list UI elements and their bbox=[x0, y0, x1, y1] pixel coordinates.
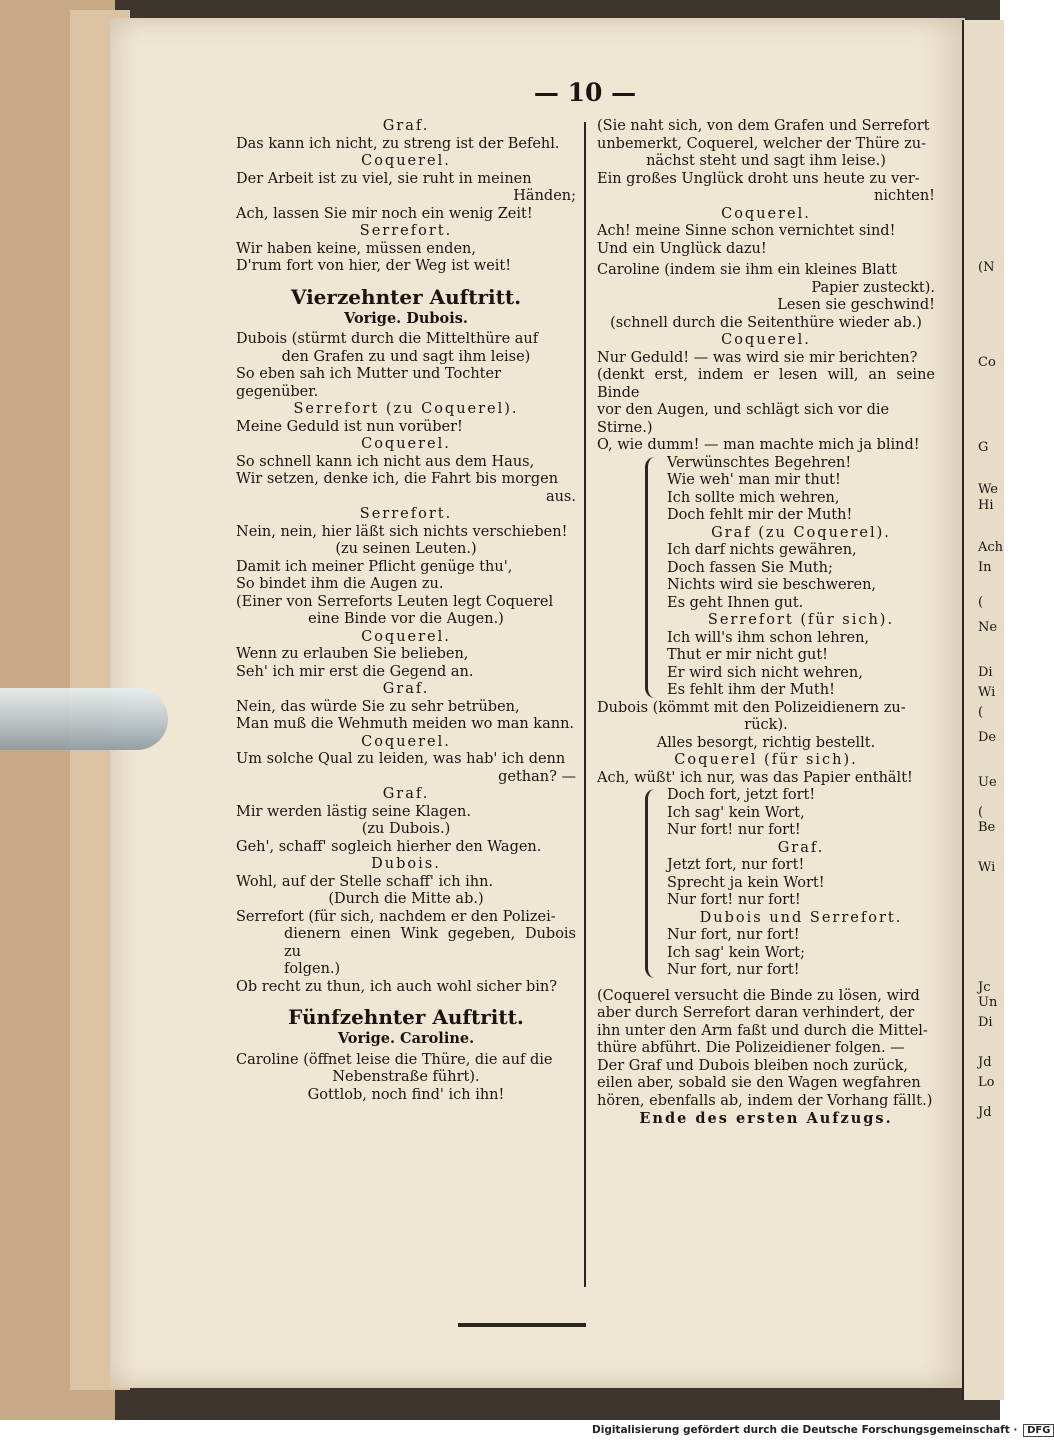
text-line: vor den Augen, und schlägt sich vor die bbox=[597, 402, 890, 418]
text-line: Coquerel. bbox=[721, 205, 811, 222]
text-line: Coquerel. bbox=[361, 153, 451, 169]
next-page-fragment: Un bbox=[978, 995, 998, 1010]
right-column-middle bbox=[597, 700, 935, 788]
text-line: O, wie dumm! — man machte mich ja blind! bbox=[597, 437, 920, 453]
text-line: Thut er mir nicht gut! bbox=[667, 647, 828, 663]
ensemble-lines-1 bbox=[667, 455, 935, 700]
text-line: nächst steht und sagt ihm leise.) bbox=[646, 153, 886, 169]
text-line: Und ein Unglück dazu! bbox=[597, 240, 767, 257]
next-page-fragment: Di bbox=[978, 665, 993, 680]
text-line: Ach! meine Sinne schon vernichtet sind! bbox=[597, 223, 896, 239]
text-line: Sprecht ja kein Wort! bbox=[667, 874, 825, 891]
next-page-fragment: ( bbox=[978, 805, 984, 820]
right-column-top bbox=[597, 118, 935, 455]
text-line: Damit ich meiner Pflicht genüge thu', bbox=[236, 558, 513, 575]
dfg-logo: DFG bbox=[1023, 1424, 1054, 1437]
next-page-fragment: Ach bbox=[978, 540, 1004, 555]
text-line: nichten! bbox=[873, 188, 935, 204]
next-page-fragment: Co bbox=[978, 355, 996, 370]
text-line: Der Arbeit ist zu viel, sie ruht in meinen bbox=[236, 170, 532, 187]
text-line: Ach, lassen Sie mir noch ein wenig Zeit! bbox=[236, 205, 533, 222]
page-number: — 10 — bbox=[533, 78, 637, 107]
text-line: Ach, wüßt' ich nur, was das Papier enthält! bbox=[597, 769, 913, 786]
text-line: Nur fort, nur fort! bbox=[667, 962, 800, 978]
next-page-fragment: Jd bbox=[978, 1055, 992, 1070]
text-line: Nebenstraße führt). bbox=[332, 1069, 480, 1085]
text-line: Der Graf und Dubois bleiben noch zurück, bbox=[597, 1057, 908, 1074]
ensemble-block-1 bbox=[597, 455, 935, 700]
text-line: Ob recht zu thun, ich auch wohl sicher bin? bbox=[236, 978, 558, 995]
text-line: Wir setzen, denke ich, die Fahrt bis morgen bbox=[236, 471, 559, 487]
end-rule bbox=[458, 1323, 586, 1327]
text-line: Ende des ersten Aufzugs. bbox=[639, 1110, 893, 1127]
text-line: Coquerel. bbox=[361, 733, 451, 750]
text-line: Lesen sie geschwind! bbox=[777, 297, 935, 313]
text-line: Nur fort! nur fort! bbox=[667, 822, 801, 838]
text-line: hören, ebenfalls ab, indem der Vorhang fällt.) bbox=[597, 1092, 933, 1109]
text-line: dienern einen Wink gegeben, Dubois zu bbox=[284, 926, 576, 960]
footer-credit bbox=[592, 1424, 1051, 1437]
page-marker-tab bbox=[0, 688, 168, 750]
column-divider bbox=[584, 122, 586, 1287]
next-page-fragment: Hi bbox=[978, 498, 994, 513]
text-line: thüre abführt. Die Polizeidiener folgen. — bbox=[597, 1040, 905, 1056]
text-line: ihn unter den Arm faßt und durch die Mittel- bbox=[597, 1022, 928, 1039]
text-line: Ich sollte mich wehren, bbox=[667, 489, 840, 506]
next-page-fragment: G bbox=[978, 440, 989, 455]
text-line: Caroline (indem sie ihm ein kleines Blatt bbox=[597, 262, 898, 278]
next-page-fragment: Wi bbox=[978, 685, 996, 700]
next-page-fragment: Di bbox=[978, 1015, 993, 1030]
ensemble-lines-2 bbox=[667, 787, 935, 980]
text-line: Vorige. Dubois. bbox=[344, 309, 468, 327]
text-line: unbemerkt, Coquerel, welcher der Thüre zu- bbox=[597, 135, 926, 152]
next-page-fragment: Lo bbox=[978, 1075, 995, 1090]
next-page-fragment: De bbox=[978, 730, 997, 745]
text-line: Dubois (kömmt mit den Polizeidienern zu- bbox=[597, 699, 906, 716]
next-page-fragment: ( bbox=[978, 705, 984, 720]
text-line: Nur Geduld! — was wird sie mir berichten? bbox=[597, 349, 918, 366]
brace-icon bbox=[645, 457, 658, 698]
text-line: Ich sag' kein Wort, bbox=[667, 804, 805, 821]
text-line: Graf. bbox=[382, 118, 430, 134]
text-line: Serrefort (für sich). bbox=[707, 612, 895, 628]
brace-icon bbox=[645, 789, 658, 978]
text-line: Nein, das würde Sie zu sehr betrüben, bbox=[236, 698, 520, 715]
text-line: Graf (zu Coquerel). bbox=[711, 524, 891, 541]
text-line: Doch fassen Sie Muth; bbox=[667, 559, 833, 576]
text-line: Nur fort, nur fort! bbox=[667, 927, 800, 943]
text-line: Wir haben keine, müssen enden, bbox=[236, 240, 476, 257]
text-line: (Einer von Serreforts Leuten legt Coquerel bbox=[236, 593, 554, 610]
ensemble-block-2 bbox=[597, 787, 935, 980]
text-line: (Sie naht sich, von dem Grafen und Serrefort bbox=[597, 118, 930, 134]
text-line: Wenn zu erlauben Sie belieben, bbox=[236, 646, 469, 662]
text-line: Stirne.) bbox=[597, 419, 653, 436]
text-line: Serrefort (zu Coquerel). bbox=[293, 401, 519, 417]
text-line: Es geht Ihnen gut. bbox=[667, 594, 804, 611]
text-line: aus. bbox=[545, 488, 576, 505]
footer-text: Digitalisierung gefördert durch die Deutsche Forschungsgemeinschaft · bbox=[592, 1424, 1018, 1436]
text-line: aber durch Serrefort daran verhindert, der bbox=[597, 1005, 915, 1021]
next-page-fragment: In bbox=[978, 560, 992, 575]
text-line: Graf. bbox=[382, 786, 430, 802]
next-page-edge bbox=[962, 20, 1004, 1400]
text-line: (zu Dubois.) bbox=[361, 821, 451, 837]
next-page-fragment: Ne bbox=[978, 620, 998, 635]
text-line: folgen.) bbox=[284, 961, 341, 977]
right-column-end bbox=[597, 988, 935, 1128]
text-line: Das kann ich nicht, zu streng ist der Befehl. bbox=[236, 135, 560, 152]
text-line: Serrefort (für sich, nachdem er den Polizei- bbox=[236, 908, 556, 925]
text-line: Nichts wird sie beschweren, bbox=[667, 577, 877, 593]
text-line: Alles besorgt, richtig bestellt. bbox=[656, 734, 876, 751]
text-line: Ich will's ihm schon lehren, bbox=[667, 629, 870, 646]
text-line: Mir werden lästig seine Klagen. bbox=[236, 803, 471, 820]
text-line: gethan? — bbox=[498, 768, 576, 785]
left-column bbox=[236, 118, 576, 1104]
text-line: Vierzehnter Auftritt. bbox=[290, 284, 522, 309]
text-line: Ich darf nichts gewähren, bbox=[667, 542, 857, 558]
text-line: Ich sag' kein Wort; bbox=[667, 944, 806, 961]
text-line: Seh' ich mir erst die Gegend an. bbox=[236, 663, 474, 680]
text-line: Nein, nein, hier läßt sich nichts verschieben! bbox=[236, 523, 568, 540]
text-line: (Durch die Mitte ab.) bbox=[328, 891, 484, 907]
text-line: Wie weh' man mir thut! bbox=[667, 472, 841, 488]
text-line: eilen aber, sobald sie den Wagen wegfahren bbox=[597, 1075, 921, 1091]
text-line: Er wird sich nicht wehren, bbox=[667, 664, 863, 681]
next-page-fragment: (N bbox=[978, 260, 995, 275]
next-page-fragment: Wi bbox=[978, 860, 996, 875]
text-line: Verwünschtes Begehren! bbox=[667, 454, 852, 471]
next-page-fragment: ( bbox=[978, 595, 984, 610]
text-line: Um solche Qual zu leiden, was hab' ich denn bbox=[236, 751, 566, 767]
text-line: Doch fort, jetzt fort! bbox=[667, 787, 816, 803]
text-line: Gottlob, noch find' ich ihn! bbox=[307, 1086, 505, 1103]
next-page-fragment: Ue bbox=[978, 775, 997, 790]
text-line: Graf. bbox=[382, 681, 430, 697]
text-line: Jetzt fort, nur fort! bbox=[667, 857, 805, 873]
right-column bbox=[597, 118, 935, 1128]
text-line: rück). bbox=[744, 717, 788, 733]
text-line: (denkt erst, indem er lesen will, an seine Binde bbox=[597, 367, 935, 401]
text-line: Vorige. Caroline. bbox=[337, 1030, 475, 1047]
next-page-fragment: Jc bbox=[978, 980, 991, 995]
text-line: (zu seinen Leuten.) bbox=[335, 541, 477, 557]
text-line: Coquerel. bbox=[721, 332, 811, 348]
text-line: Es fehlt ihm der Muth! bbox=[667, 682, 835, 698]
text-line: (Coquerel versucht die Binde zu lösen, wird bbox=[597, 987, 920, 1004]
text-line: Coquerel (für sich). bbox=[674, 752, 858, 768]
text-line: Doch fehlt mir der Muth! bbox=[667, 507, 853, 523]
text-line: Ein großes Unglück droht uns heute zu ver- bbox=[597, 170, 920, 187]
text-line: Fünfzehnter Auftritt. bbox=[288, 1005, 524, 1029]
text-line: Graf. bbox=[777, 839, 825, 856]
text-line: Geh', schaff' sogleich hierher den Wagen. bbox=[236, 838, 542, 855]
text-line: Dubois. bbox=[371, 856, 441, 872]
text-line: Caroline (öffnet leise die Thüre, die auf die bbox=[236, 1051, 553, 1068]
text-line: D'rum fort von hier, der Weg ist weit! bbox=[236, 258, 512, 274]
text-line: Papier zusteckt). bbox=[811, 279, 935, 296]
text-line: Man muß die Wehmuth meiden wo man kann. bbox=[236, 716, 575, 732]
text-line: Serrefort. bbox=[359, 223, 453, 239]
text-line: So schnell kann ich nicht aus dem Haus, bbox=[236, 453, 535, 470]
text-line: Dubois (stürmt durch die Mittelthüre auf bbox=[236, 331, 539, 347]
text-line: Wohl, auf der Stelle schaff' ich ihn. bbox=[236, 873, 494, 890]
text-line: Coquerel. bbox=[361, 436, 451, 452]
text-line: Meine Geduld ist nun vorüber! bbox=[236, 418, 463, 435]
text-line: eine Binde vor die Augen.) bbox=[308, 611, 504, 627]
text-line: Dubois und Serrefort. bbox=[699, 909, 903, 926]
text-line: Serrefort. bbox=[359, 506, 453, 522]
text-line: So eben sah ich Mutter und Tochter gegenüber. bbox=[236, 366, 502, 400]
text-line: Händen; bbox=[513, 188, 576, 204]
text-line: Coquerel. bbox=[361, 628, 451, 645]
text-line: Nur fort! nur fort! bbox=[667, 892, 801, 908]
next-page-fragment: Jd bbox=[978, 1105, 992, 1120]
text-line: (schnell durch die Seitenthüre wieder ab.) bbox=[610, 314, 922, 331]
text-line: So bindet ihm die Augen zu. bbox=[236, 576, 444, 592]
text-line: den Grafen zu und sagt ihm leise) bbox=[281, 348, 531, 365]
next-page-fragment: We bbox=[978, 482, 998, 497]
next-page-fragment: Be bbox=[978, 820, 996, 835]
